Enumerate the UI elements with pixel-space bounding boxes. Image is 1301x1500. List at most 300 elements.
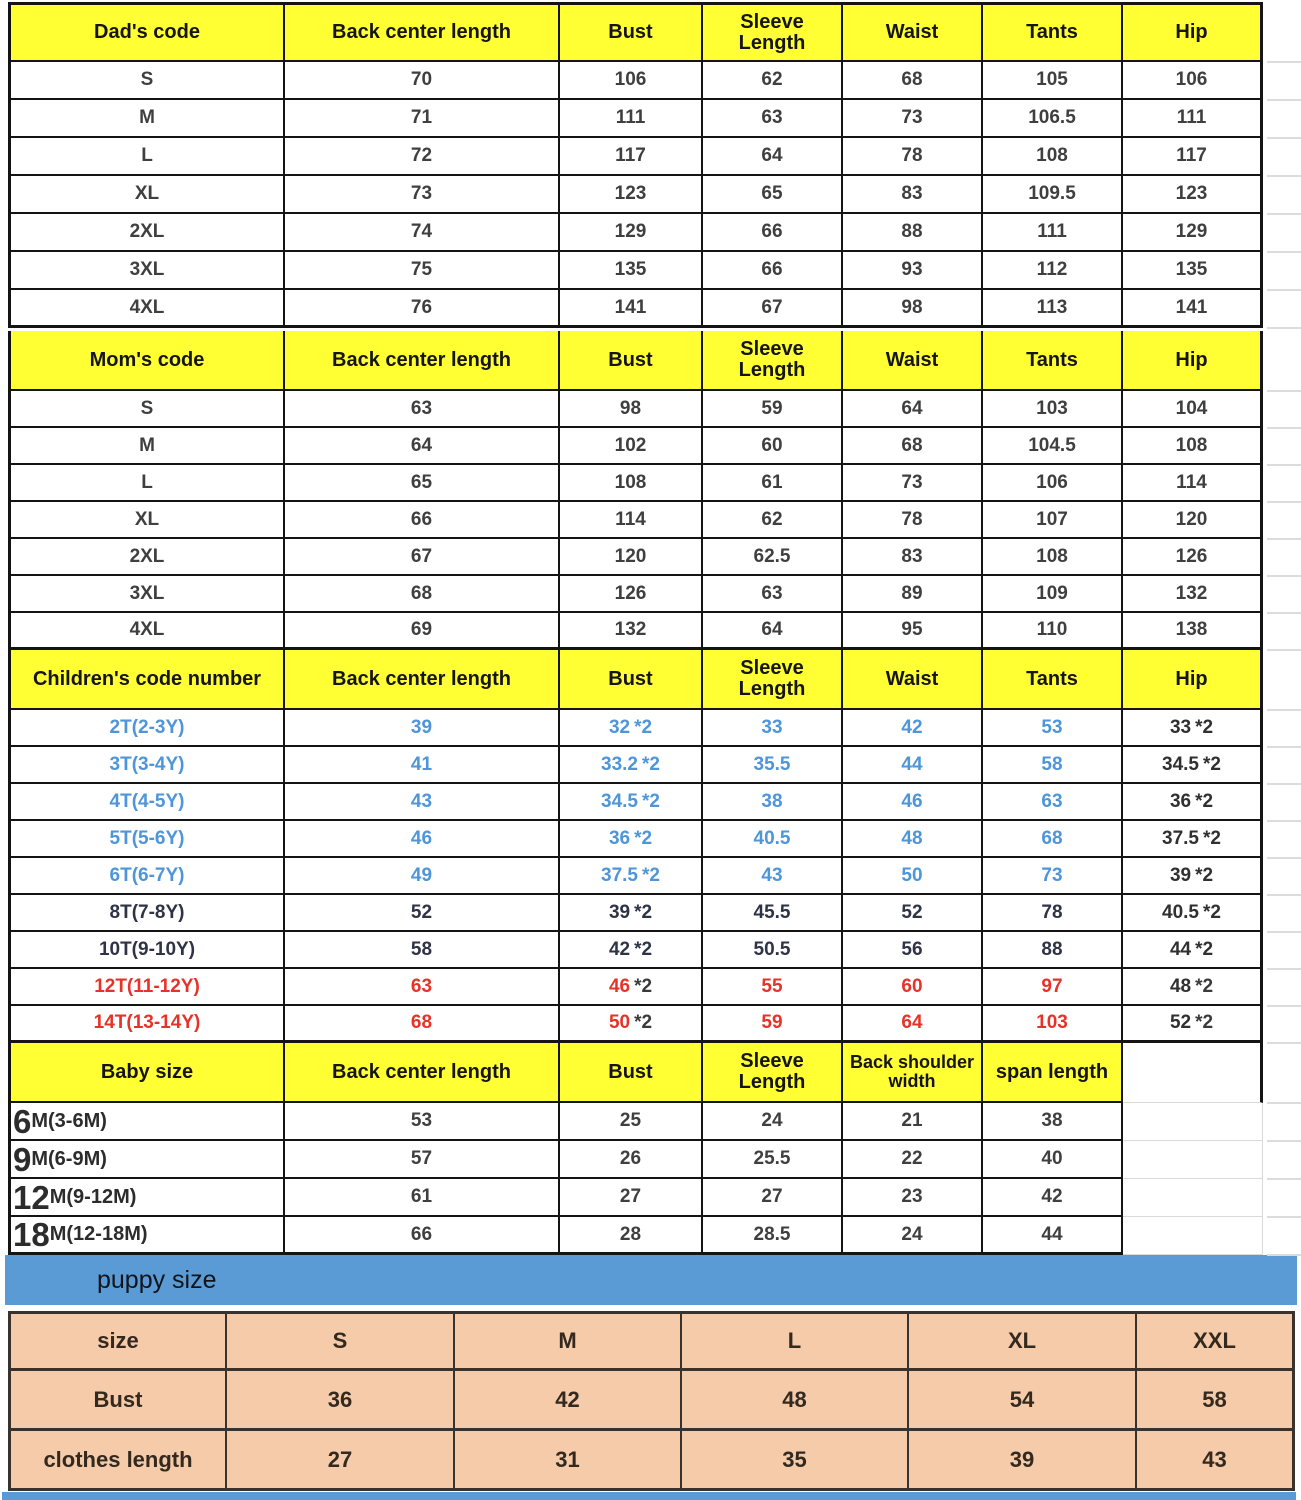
value-cell: 141 (560, 290, 703, 328)
spreadsheet-gridline (1267, 1178, 1301, 1180)
header-cell (8, 1043, 285, 1103)
row-label-cell: 14T(13-14Y) (8, 1006, 285, 1043)
spreadsheet-gridline (1267, 1102, 1301, 1104)
value-cell: 109.5 (983, 176, 1123, 214)
header-cell (703, 650, 843, 710)
spreadsheet-gridline (1267, 968, 1301, 970)
value-cell: 78 (983, 895, 1123, 932)
value-cell: 40 (983, 1141, 1123, 1179)
value-cell: 61 (285, 1179, 560, 1217)
value-cell (1123, 1006, 1263, 1043)
value-multiplier: *2 (642, 864, 660, 886)
bottom-accent-bar (2, 1492, 1296, 1500)
header-cell (285, 2, 560, 62)
spreadsheet-gridline (1267, 1005, 1301, 1007)
baby-size-number: 6 (13, 1103, 32, 1140)
value-cell: 78 (843, 502, 983, 539)
value-cell: 25 (560, 1103, 703, 1141)
spreadsheet-gridline (1267, 213, 1301, 215)
value-cell: 59 (703, 391, 843, 428)
value-cell: 73 (285, 176, 560, 214)
spreadsheet-gridline (1267, 289, 1301, 291)
value-cell: 120 (560, 539, 703, 576)
value-cell: 132 (1123, 576, 1263, 613)
row-label-cell: S (8, 62, 285, 100)
baby-size-number: 18 (13, 1217, 50, 1253)
row-label-cell: 2T(2-3Y) (8, 710, 285, 747)
value-cell: 104.5 (983, 428, 1123, 465)
value-cell (1123, 1179, 1263, 1217)
value-multiplier: *2 (642, 753, 660, 775)
value-number: 50 (608, 1012, 631, 1034)
value-cell: 70 (285, 62, 560, 100)
value-cell: 98 (560, 391, 703, 428)
value-cell (560, 895, 703, 932)
value-cell: 63 (285, 391, 560, 428)
value-number: 36 (608, 827, 631, 849)
value-cell: 129 (1123, 214, 1263, 252)
value-multiplier: *2 (1195, 790, 1214, 812)
header-label: Sleeve Length (738, 338, 806, 381)
header-cell (843, 650, 983, 710)
value-cell (1123, 895, 1263, 932)
puppy-label-cell: S (227, 1311, 455, 1371)
value-cell: 62.5 (703, 539, 843, 576)
header-label: Back shoulder width (849, 1052, 975, 1091)
value-cell: 23 (843, 1179, 983, 1217)
value-cell: 46 (843, 784, 983, 821)
value-cell: 28 (560, 1217, 703, 1255)
row-label-cell: 4XL (8, 613, 285, 650)
value-cell: 61 (703, 465, 843, 502)
header-cell (983, 650, 1123, 710)
puppy-value-cell: 58 (1137, 1371, 1295, 1431)
value-multiplier: *2 (1195, 975, 1214, 997)
baby-size-number: 9 (13, 1141, 32, 1178)
spreadsheet-gridline (1267, 99, 1301, 101)
value-cell: 102 (560, 428, 703, 465)
row-label-cell: 3XL (8, 576, 285, 613)
value-cell: 66 (285, 1217, 560, 1255)
spreadsheet-gridline (1267, 575, 1301, 577)
value-cell: 60 (703, 428, 843, 465)
value-cell: 108 (983, 138, 1123, 176)
value-cell: 120 (1123, 502, 1263, 539)
row-label-cell: 4T(4-5Y) (8, 784, 285, 821)
value-number: 37.5 (601, 864, 638, 886)
header-label: Sleeve Length (738, 657, 806, 700)
header-label: Baby size (100, 1060, 194, 1083)
value-cell: 83 (843, 539, 983, 576)
value-cell: 83 (843, 176, 983, 214)
puppy-label-cell: XL (909, 1311, 1137, 1371)
spreadsheet-gridline (1267, 931, 1301, 933)
value-number: 39 (608, 901, 631, 923)
value-cell (1123, 858, 1263, 895)
baby-size-range: M(9-12M) (49, 1185, 137, 1208)
value-cell: 111 (560, 100, 703, 138)
value-cell: 67 (285, 539, 560, 576)
header-label: Tants (1026, 348, 1078, 371)
puppy-value-cell: 35 (682, 1431, 909, 1491)
spreadsheet-gridline (1267, 1254, 1301, 1256)
header-cell (703, 2, 843, 62)
baby-size-range: M(12-18M) (49, 1223, 148, 1245)
value-cell: 68 (285, 576, 560, 613)
puppy-label-cell: L (682, 1311, 909, 1371)
header-label: Bust (608, 21, 653, 43)
value-cell (1123, 784, 1263, 821)
puppy-size-banner (5, 1255, 1297, 1305)
value-cell: 45.5 (703, 895, 843, 932)
value-cell: 64 (285, 428, 560, 465)
value-cell: 111 (1123, 100, 1263, 138)
value-cell: 114 (1123, 465, 1263, 502)
puppy-size-banner-label: puppy size (97, 1265, 217, 1294)
value-cell: 117 (1123, 138, 1263, 176)
value-cell: 126 (1123, 539, 1263, 576)
value-cell: 25.5 (703, 1141, 843, 1179)
value-cell: 43 (703, 858, 843, 895)
header-cell (1123, 650, 1263, 710)
value-cell: 68 (843, 428, 983, 465)
value-cell: 42 (843, 710, 983, 747)
value-cell: 108 (560, 465, 703, 502)
value-cell: 113 (983, 290, 1123, 328)
puppy-size-table (8, 1311, 1295, 1491)
value-cell: 27 (703, 1179, 843, 1217)
value-cell: 103 (983, 1006, 1123, 1043)
value-cell: 123 (560, 176, 703, 214)
row-label-cell: XL (8, 176, 285, 214)
header-cell (1123, 1043, 1263, 1103)
header-cell (703, 331, 843, 391)
puppy-value-cell: 39 (909, 1431, 1137, 1491)
header-label: span length (995, 1060, 1109, 1083)
spreadsheet-gridline (1267, 746, 1301, 748)
spreadsheet-gridline (1267, 1216, 1301, 1218)
value-cell: 108 (983, 539, 1123, 576)
value-cell: 141 (1123, 290, 1263, 328)
value-cell: 89 (843, 576, 983, 613)
value-cell: 57 (285, 1141, 560, 1179)
row-label-cell: 3T(3-4Y) (8, 747, 285, 784)
value-cell (1123, 1141, 1263, 1179)
value-cell (560, 784, 703, 821)
header-label: Children's code number (32, 667, 262, 690)
header-cell (843, 2, 983, 62)
spreadsheet-gridline (1267, 427, 1301, 429)
value-cell: 64 (703, 138, 843, 176)
value-number: 33 (1169, 716, 1192, 738)
dad-size-table (8, 2, 1263, 328)
value-cell: 52 (843, 895, 983, 932)
row-label-cell: 12T(11-12Y) (8, 969, 285, 1006)
value-cell: 73 (983, 858, 1123, 895)
value-cell: 58 (983, 747, 1123, 784)
value-cell (560, 747, 703, 784)
value-cell (560, 858, 703, 895)
value-cell: 63 (703, 100, 843, 138)
value-cell: 114 (560, 502, 703, 539)
value-number: 37.5 (1162, 827, 1199, 849)
puppy-value-cell: 48 (682, 1371, 909, 1431)
value-cell: 66 (285, 502, 560, 539)
value-cell (560, 969, 703, 1006)
value-cell: 135 (560, 252, 703, 290)
row-label-cell: 8T(7-8Y) (8, 895, 285, 932)
value-cell: 98 (843, 290, 983, 328)
value-cell: 135 (1123, 252, 1263, 290)
value-multiplier: *2 (1203, 901, 1221, 923)
value-cell: 41 (285, 747, 560, 784)
value-cell: 42 (983, 1179, 1123, 1217)
header-cell (843, 1043, 983, 1103)
header-cell (8, 331, 285, 391)
value-multiplier: *2 (1195, 1012, 1214, 1034)
spreadsheet-gridline (1267, 175, 1301, 177)
row-label-cell (8, 1141, 285, 1179)
value-cell: 64 (843, 391, 983, 428)
value-cell: 104 (1123, 391, 1263, 428)
row-label-cell: 10T(9-10Y) (8, 932, 285, 969)
value-cell: 67 (703, 290, 843, 328)
puppy-label-cell: Bust (8, 1371, 227, 1431)
header-label: Bust (608, 667, 653, 690)
value-cell: 56 (843, 932, 983, 969)
row-label-cell (8, 1217, 285, 1255)
header-cell (560, 650, 703, 710)
baby-size-range: M(3-6M) (31, 1109, 107, 1132)
value-cell: 63 (285, 969, 560, 1006)
value-number: 48 (1169, 975, 1192, 997)
value-cell: 76 (285, 290, 560, 328)
header-cell (843, 331, 983, 391)
value-number: 52 (1169, 1012, 1192, 1034)
value-cell: 63 (703, 576, 843, 613)
spreadsheet-gridline (1267, 857, 1301, 859)
spreadsheet-gridline (1267, 649, 1301, 651)
value-cell (560, 1006, 703, 1043)
value-cell: 38 (703, 784, 843, 821)
value-cell: 109 (983, 576, 1123, 613)
value-cell: 78 (843, 138, 983, 176)
value-cell: 74 (285, 214, 560, 252)
value-number: 44 (1169, 938, 1192, 960)
header-cell (560, 2, 703, 62)
children-size-table (8, 650, 1263, 1043)
row-label-cell: 4XL (8, 290, 285, 328)
value-cell: 69 (285, 613, 560, 650)
spreadsheet-gridline (1267, 61, 1301, 63)
header-cell (560, 331, 703, 391)
value-cell: 26 (560, 1141, 703, 1179)
spreadsheet-gridline (1267, 538, 1301, 540)
value-cell: 106 (560, 62, 703, 100)
value-cell (1123, 747, 1263, 784)
value-multiplier: *2 (1203, 753, 1221, 775)
puppy-value-cell: 36 (227, 1371, 455, 1431)
value-cell (560, 821, 703, 858)
header-label: Bust (608, 1060, 653, 1083)
value-cell: 132 (560, 613, 703, 650)
header-label: Sleeve Length (738, 1050, 806, 1093)
row-label-cell: M (8, 428, 285, 465)
value-multiplier: *2 (634, 716, 653, 738)
value-cell: 68 (285, 1006, 560, 1043)
puppy-label-cell: M (455, 1311, 682, 1371)
header-label: Hip (1175, 348, 1208, 371)
spreadsheet-gridline (1267, 137, 1301, 139)
spreadsheet-gridline (1267, 390, 1301, 392)
puppy-value-cell: 42 (455, 1371, 682, 1431)
value-cell: 112 (983, 252, 1123, 290)
value-cell: 24 (843, 1217, 983, 1255)
row-label-cell: 6T(6-7Y) (8, 858, 285, 895)
value-cell: 64 (843, 1006, 983, 1043)
value-cell: 107 (983, 502, 1123, 539)
value-cell: 62 (703, 502, 843, 539)
value-number: 33.2 (601, 753, 638, 775)
spreadsheet-gridline (1267, 709, 1301, 711)
value-cell: 66 (703, 252, 843, 290)
value-number: 34.5 (601, 790, 638, 812)
value-cell: 39 (285, 710, 560, 747)
spreadsheet-gridline (1267, 464, 1301, 466)
value-cell (560, 932, 703, 969)
baby-size-number: 12 (13, 1179, 50, 1216)
baby-size-range: M(6-9M) (31, 1147, 107, 1170)
spreadsheet-gridline (1267, 612, 1301, 614)
value-cell: 93 (843, 252, 983, 290)
value-cell: 27 (560, 1179, 703, 1217)
value-cell: 44 (843, 747, 983, 784)
value-cell: 110 (983, 613, 1123, 650)
row-label-cell: L (8, 138, 285, 176)
value-cell: 52 (285, 895, 560, 932)
header-cell (560, 1043, 703, 1103)
header-label: Hip (1175, 21, 1208, 43)
header-cell (1123, 2, 1263, 62)
value-cell: 75 (285, 252, 560, 290)
value-cell (1123, 710, 1263, 747)
spreadsheet-gridline (1267, 327, 1301, 329)
spreadsheet-gridline (1267, 251, 1301, 253)
value-cell: 49 (285, 858, 560, 895)
value-cell: 22 (843, 1141, 983, 1179)
value-cell: 138 (1123, 613, 1263, 650)
header-cell (983, 2, 1123, 62)
value-number: 34.5 (1162, 753, 1199, 775)
puppy-label-cell: clothes length (8, 1431, 227, 1491)
value-cell: 63 (983, 784, 1123, 821)
value-cell: 40.5 (703, 821, 843, 858)
puppy-value-cell: 54 (909, 1371, 1137, 1431)
value-cell: 88 (983, 932, 1123, 969)
value-number: 40.5 (1162, 901, 1199, 923)
header-cell (8, 2, 285, 62)
value-cell: 71 (285, 100, 560, 138)
value-cell: 50.5 (703, 932, 843, 969)
header-label: Dad's code (94, 21, 200, 43)
value-cell: 73 (843, 465, 983, 502)
value-cell: 43 (285, 784, 560, 821)
value-multiplier: *2 (1195, 716, 1214, 738)
value-cell: 24 (703, 1103, 843, 1141)
value-cell: 129 (560, 214, 703, 252)
value-cell: 64 (703, 613, 843, 650)
value-cell: 28.5 (703, 1217, 843, 1255)
spreadsheet-gridline (1267, 820, 1301, 822)
value-cell: 33 (703, 710, 843, 747)
puppy-value-cell: 31 (455, 1431, 682, 1491)
value-cell (1123, 821, 1263, 858)
spreadsheet-gridline (1267, 1140, 1301, 1142)
value-cell: 68 (983, 821, 1123, 858)
header-label: Back center length (332, 667, 511, 690)
row-label-cell: 3XL (8, 252, 285, 290)
value-cell: 59 (703, 1006, 843, 1043)
value-cell: 46 (285, 821, 560, 858)
value-cell: 73 (843, 100, 983, 138)
header-label: Mom's code (89, 348, 205, 371)
row-label-cell: XL (8, 502, 285, 539)
value-cell: 106.5 (983, 100, 1123, 138)
row-label-cell: 2XL (8, 539, 285, 576)
row-label-cell: 5T(5-6Y) (8, 821, 285, 858)
value-cell: 53 (285, 1103, 560, 1141)
header-cell (285, 650, 560, 710)
baby-size-table (8, 1043, 1263, 1255)
value-number: 39 (1169, 864, 1192, 886)
value-number: 32 (608, 716, 631, 738)
row-label-cell (8, 1103, 285, 1141)
value-cell: 58 (285, 932, 560, 969)
value-number: 42 (608, 938, 631, 960)
value-number: 36 (1169, 790, 1192, 812)
mom-size-table (8, 331, 1263, 650)
value-cell: 48 (843, 821, 983, 858)
value-cell: 108 (1123, 428, 1263, 465)
value-cell: 35.5 (703, 747, 843, 784)
value-cell: 50 (843, 858, 983, 895)
header-label: Tants (1026, 21, 1078, 43)
value-cell: 62 (703, 62, 843, 100)
row-label-cell: S (8, 391, 285, 428)
header-label: Back center length (332, 348, 511, 371)
value-cell: 97 (983, 969, 1123, 1006)
spreadsheet-gridline (1267, 501, 1301, 503)
header-cell (285, 1043, 560, 1103)
value-multiplier: *2 (634, 1012, 653, 1034)
header-label: Waist (885, 667, 939, 690)
header-label: Waist (885, 21, 939, 43)
value-multiplier: *2 (634, 827, 653, 849)
value-cell (1123, 1103, 1263, 1141)
value-multiplier: *2 (1195, 864, 1214, 886)
value-cell (1123, 932, 1263, 969)
spreadsheet-gridline (1267, 894, 1301, 896)
value-cell: 38 (983, 1103, 1123, 1141)
value-multiplier: *2 (642, 790, 660, 812)
value-cell: 123 (1123, 176, 1263, 214)
puppy-label-cell: size (8, 1311, 227, 1371)
header-label: Bust (608, 348, 653, 371)
value-cell (560, 710, 703, 747)
value-cell (1123, 1217, 1263, 1255)
value-cell: 60 (843, 969, 983, 1006)
header-cell (1123, 331, 1263, 391)
